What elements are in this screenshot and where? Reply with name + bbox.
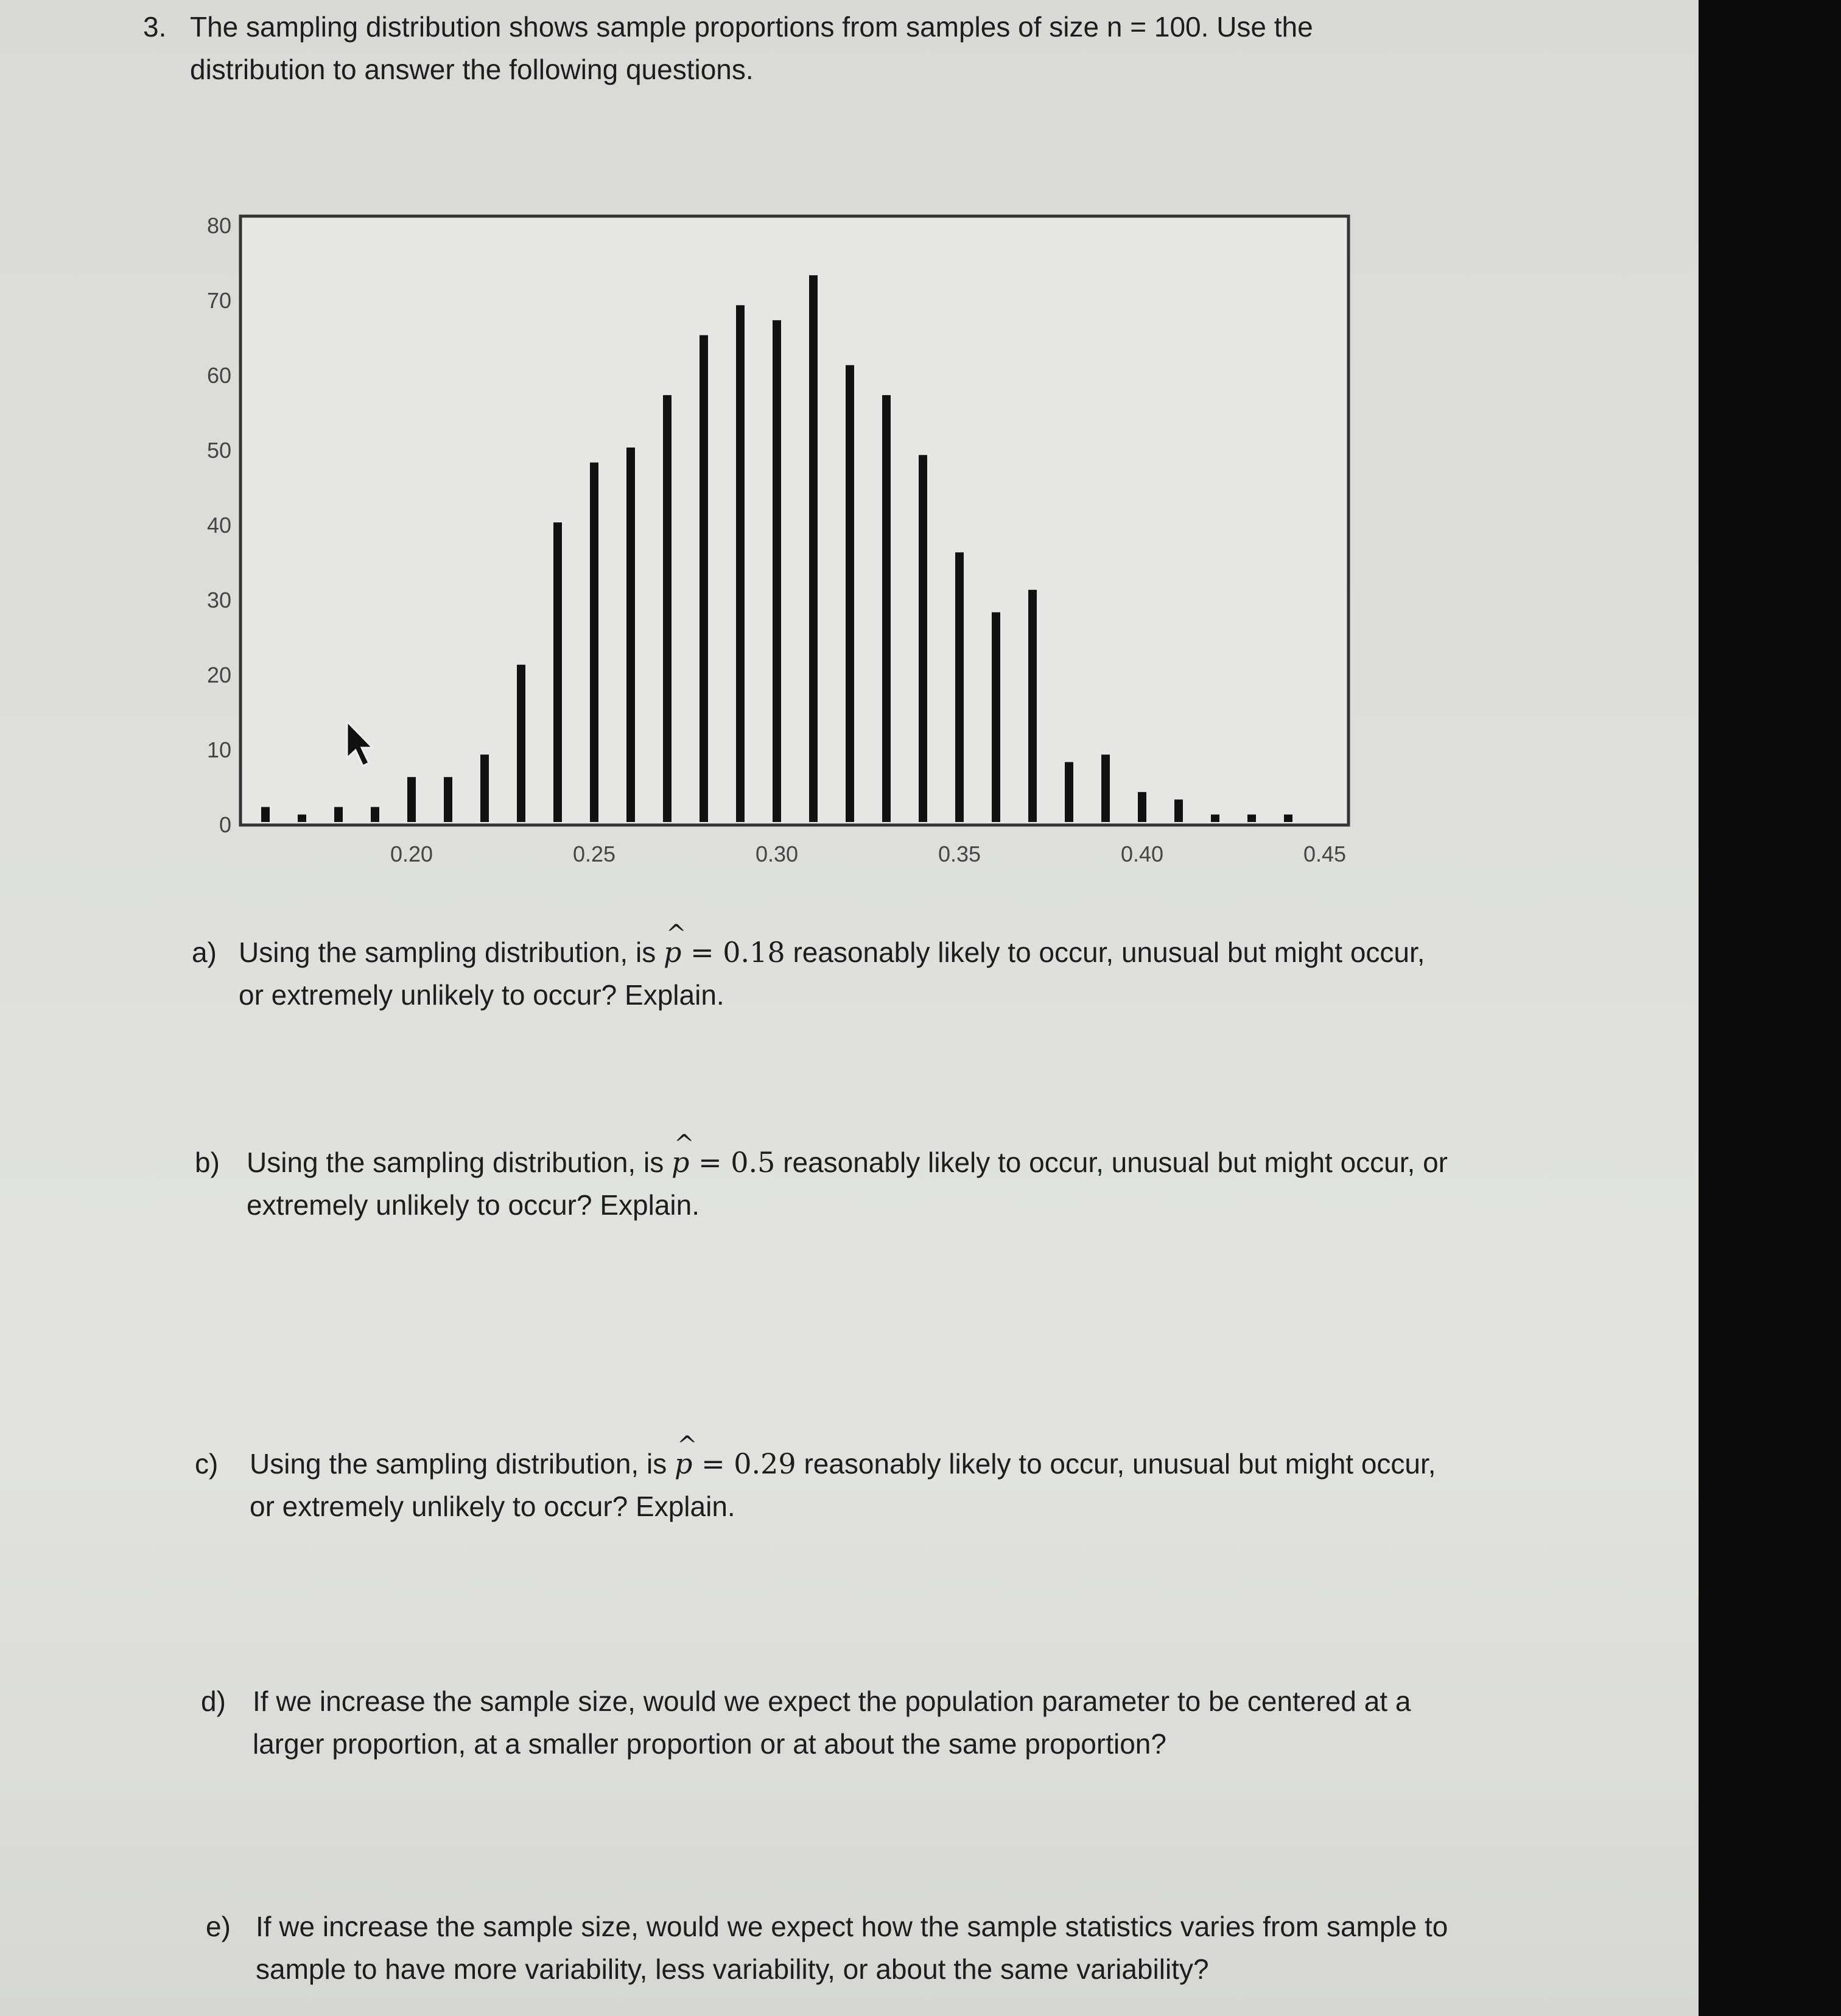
bar	[773, 320, 781, 822]
question-text: Using the sampling distribution, is	[239, 936, 664, 968]
question-text: Using the sampling distribution, is	[247, 1147, 672, 1178]
question-value: = 0.18	[681, 936, 785, 969]
x-tick-label: 0.25	[572, 841, 616, 866]
question-d-line1: If we increase the sample size, would we expect the population parameter to be centered at a	[253, 1685, 1411, 1717]
y-tick-label: 50	[206, 438, 231, 463]
bar	[590, 463, 598, 822]
question-label: a)	[192, 936, 217, 968]
question-label: c)	[195, 1448, 219, 1480]
bar	[846, 365, 854, 822]
x-tick-label: 0.30	[755, 841, 799, 866]
x-tick-label: 0.40	[1120, 841, 1164, 866]
question-text: reasonably likely to occur, unusual but might occur,	[796, 1448, 1436, 1480]
bar	[1174, 799, 1183, 822]
question-a-line1	[239, 932, 1425, 973]
bar	[334, 807, 343, 822]
plot-frame	[240, 216, 1348, 825]
bar	[955, 552, 964, 822]
y-tick-label: 20	[206, 662, 231, 687]
bar	[700, 335, 708, 823]
problem-statement-line2: distribution to answer the following questions.	[190, 54, 754, 85]
bar	[992, 613, 1000, 822]
p-hat-symbol: ^ p	[664, 932, 681, 973]
question-e-line1: If we increase the sample size, would we expect how the sample statistics varies from sample to	[256, 1911, 1448, 1942]
bar	[407, 777, 416, 822]
p-hat-symbol: ^ p	[672, 1142, 689, 1183]
y-tick-label: 0	[219, 812, 231, 837]
bar	[444, 777, 452, 822]
sampling-distribution-chart	[183, 201, 1370, 889]
bar	[1211, 815, 1219, 822]
bar	[1101, 754, 1110, 822]
question-label: e)	[206, 1911, 231, 1942]
y-tick-label: 80	[206, 213, 231, 238]
x-tick-label: 0.20	[390, 841, 433, 866]
bar	[1138, 792, 1146, 822]
bar	[1247, 815, 1256, 822]
bar	[298, 815, 306, 822]
question-e-line2: sample to have more variability, less variability, or about the same variability?	[256, 1953, 1209, 1985]
y-tick-label: 10	[206, 737, 231, 762]
bar	[371, 807, 379, 822]
question-text: reasonably likely to occur, unusual but might occur,	[785, 936, 1425, 968]
question-a-line2: or extremely unlikely to occur? Explain.	[239, 979, 724, 1011]
problem-number: 3.	[143, 11, 167, 43]
question-label: b)	[195, 1147, 220, 1178]
question-value: = 0.5	[689, 1146, 776, 1179]
bar	[919, 455, 927, 822]
bar	[517, 665, 525, 822]
question-d-line2: larger proportion, at a smaller proportion or at about the same proportion?	[253, 1728, 1166, 1760]
p-hat-symbol: ^ p	[675, 1443, 692, 1484]
bar	[553, 522, 562, 822]
y-tick-label: 70	[206, 288, 231, 313]
bar	[809, 275, 818, 822]
bar	[1065, 762, 1073, 822]
bar	[736, 305, 745, 822]
bar	[480, 754, 489, 822]
bar	[1284, 815, 1292, 822]
question-value: = 0.29	[692, 1447, 796, 1480]
y-tick-label: 40	[206, 513, 231, 538]
problem-statement-line1: The sampling distribution shows sample proportions from samples of size n = 100. Use the	[190, 11, 1313, 43]
bar	[626, 448, 635, 822]
bar	[882, 395, 891, 822]
bar	[1028, 590, 1037, 822]
bar	[663, 395, 672, 822]
y-tick-label: 60	[206, 363, 231, 388]
question-c-line1	[250, 1443, 1436, 1484]
question-text: Using the sampling distribution, is	[250, 1448, 675, 1480]
question-c-line2: or extremely unlikely to occur? Explain.	[250, 1491, 735, 1522]
bar	[261, 807, 270, 822]
y-tick-label: 30	[206, 588, 231, 613]
x-tick-label: 0.45	[1303, 841, 1347, 866]
question-b-line1	[247, 1142, 1448, 1183]
x-tick-label: 0.35	[938, 841, 981, 866]
question-text: reasonably likely to occur, unusual but might occur, or	[775, 1147, 1448, 1178]
question-label: d)	[201, 1685, 226, 1717]
question-b-line2: extremely unlikely to occur? Explain.	[247, 1189, 700, 1221]
